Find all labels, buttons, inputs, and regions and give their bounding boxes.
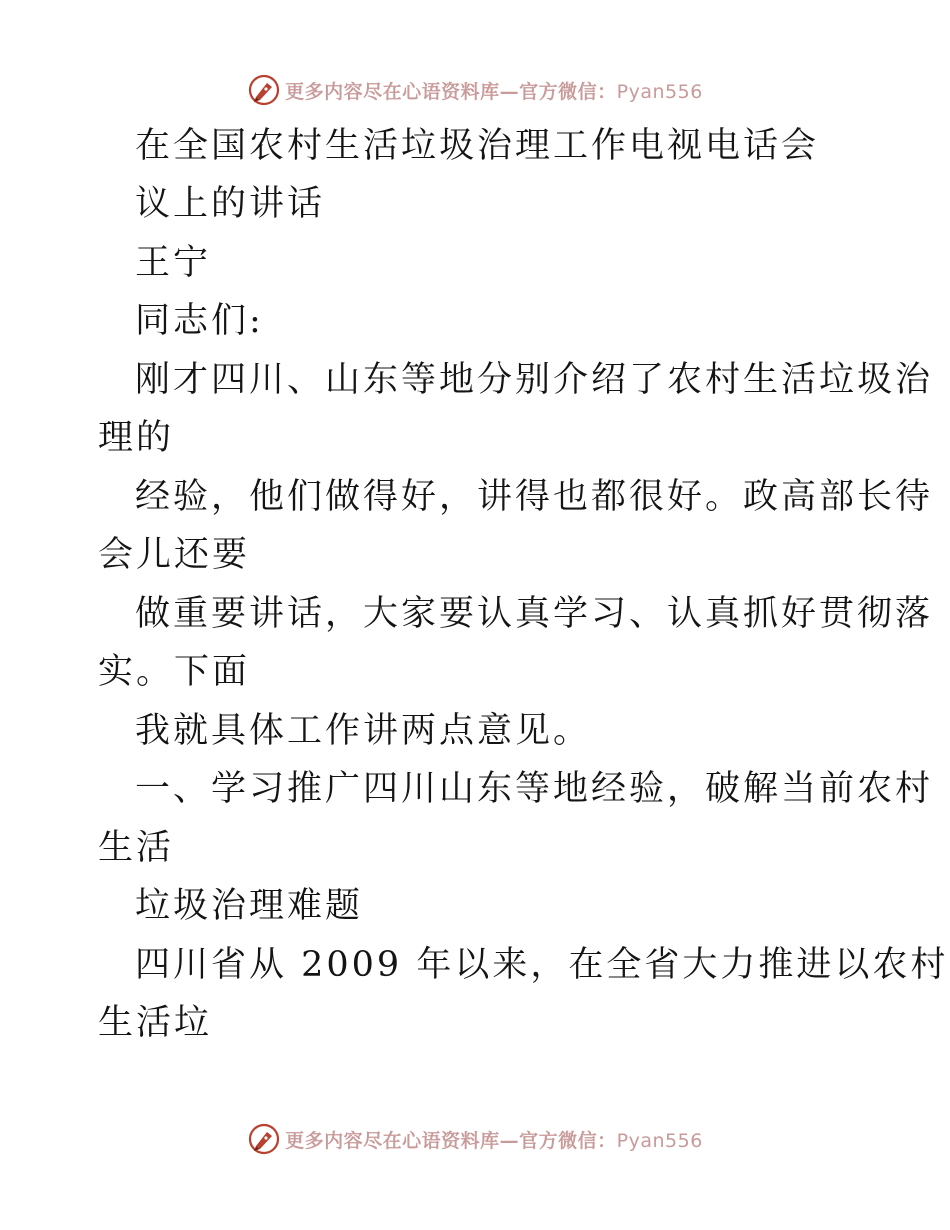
watermark-account: Pyan556: [616, 1129, 703, 1152]
paragraph-line: 做重要讲话，大家要认真学习、认真抓好贯彻落: [135, 594, 934, 634]
section-heading-line: 生活: [98, 828, 175, 868]
document-author: 王宁: [135, 243, 212, 283]
paragraph-line: 经验，他们做得好，讲得也都很好。政高部长待: [135, 477, 934, 517]
paragraph-line: 我就具体工作讲两点意见。: [135, 711, 592, 751]
document-title-line-1: 在全国农村生活垃圾治理工作电视电话会: [135, 126, 820, 166]
document-title-line-2: 议上的讲话: [135, 184, 326, 224]
paragraph-line: 生活垃: [98, 1003, 213, 1043]
footer-watermark-inner: [247, 1122, 703, 1156]
fountain-pen-nib-logo-icon: [247, 1122, 281, 1156]
paragraph-line: 四川省从 2009 年以来，在全省大力推进以农村: [135, 945, 949, 985]
paragraph-line: 刚才四川、山东等地分别介绍了农村生活垃圾治: [135, 360, 934, 400]
paragraph-line: 会儿还要: [98, 535, 251, 575]
watermark-account: Pyan556: [616, 80, 703, 103]
watermark-text: [285, 1126, 703, 1153]
section-heading-line: 垃圾治理难题: [135, 886, 364, 926]
watermark-label: 更多内容尽在心语资料库—官方微信：: [285, 80, 617, 103]
section-heading-line: 一、学习推广四川山东等地经验，破解当前农村: [135, 769, 934, 809]
document-salutation: 同志们:: [135, 301, 264, 341]
paragraph-line: 实。下面: [98, 652, 251, 692]
paragraph-line: 理的: [98, 418, 175, 458]
footer-watermark: [0, 1119, 950, 1159]
watermark-label: 更多内容尽在心语资料库—官方微信：: [285, 1129, 617, 1152]
